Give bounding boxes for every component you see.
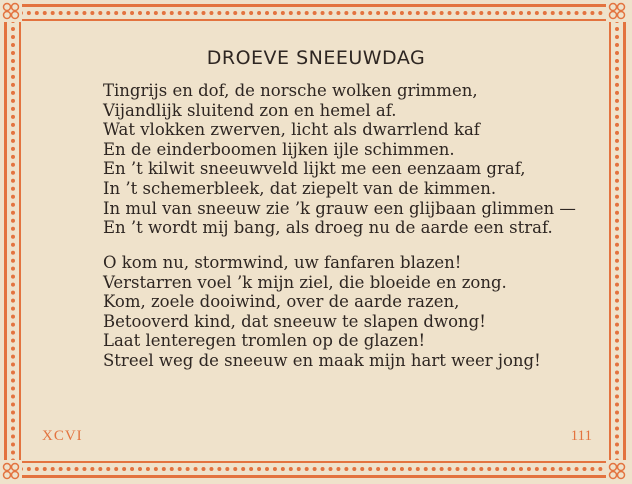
poem-line: Verstarren voel ’k mijn ziel, die bloeide en zong.	[103, 272, 507, 292]
roman-numeral: XCVI	[42, 428, 83, 444]
corner-ornament-icon	[606, 460, 628, 482]
poem-line: In ’t schemerbleek, dat ziepelt van de kimmen.	[103, 178, 497, 198]
stanza-1	[103, 81, 576, 238]
poem-line: Tingrijs en dof, de norsche wolken grimmen,	[103, 81, 478, 100]
corner-ornament-icon	[0, 0, 22, 22]
poem-line: Betooverd kind, dat sneeuw te slapen dwong!	[103, 311, 486, 331]
poem-line: Kom, zoele dooiwind, over de aarde razen,	[103, 292, 460, 312]
poem-line: En ’t wordt mij bang, als droeg nu de aarde een straf.	[103, 218, 553, 238]
page-number: 111	[570, 428, 592, 444]
poem-line: Wat vlokken zwerven, licht als dwarrlend kaf	[103, 120, 480, 140]
poem-line: En ’t kilwit sneeuwveld lijkt me een eenzaam graf,	[103, 159, 526, 179]
stanza-2	[103, 253, 541, 371]
corner-ornament-icon	[0, 460, 22, 482]
poem-line: Laat lenteregen tromlen op de glazen!	[103, 331, 426, 351]
poem-line: O kom nu, stormwind, uw fanfaren blazen!	[103, 253, 462, 272]
poem-line: Vijandlijk sluitend zon en hemel af.	[103, 100, 397, 120]
poem-line: En de einderboomen lijken ijle schimmen.	[103, 139, 455, 159]
poem-line: Streel weg de sneeuw en maak mijn hart weer jong!	[103, 350, 541, 370]
poem-line: In mul van sneeuw zie ’k grauw een glijbaan glimmen —	[103, 198, 576, 218]
poem-title: DROEVE SNEEUWDAG	[206, 47, 426, 69]
corner-ornament-icon	[606, 0, 628, 22]
